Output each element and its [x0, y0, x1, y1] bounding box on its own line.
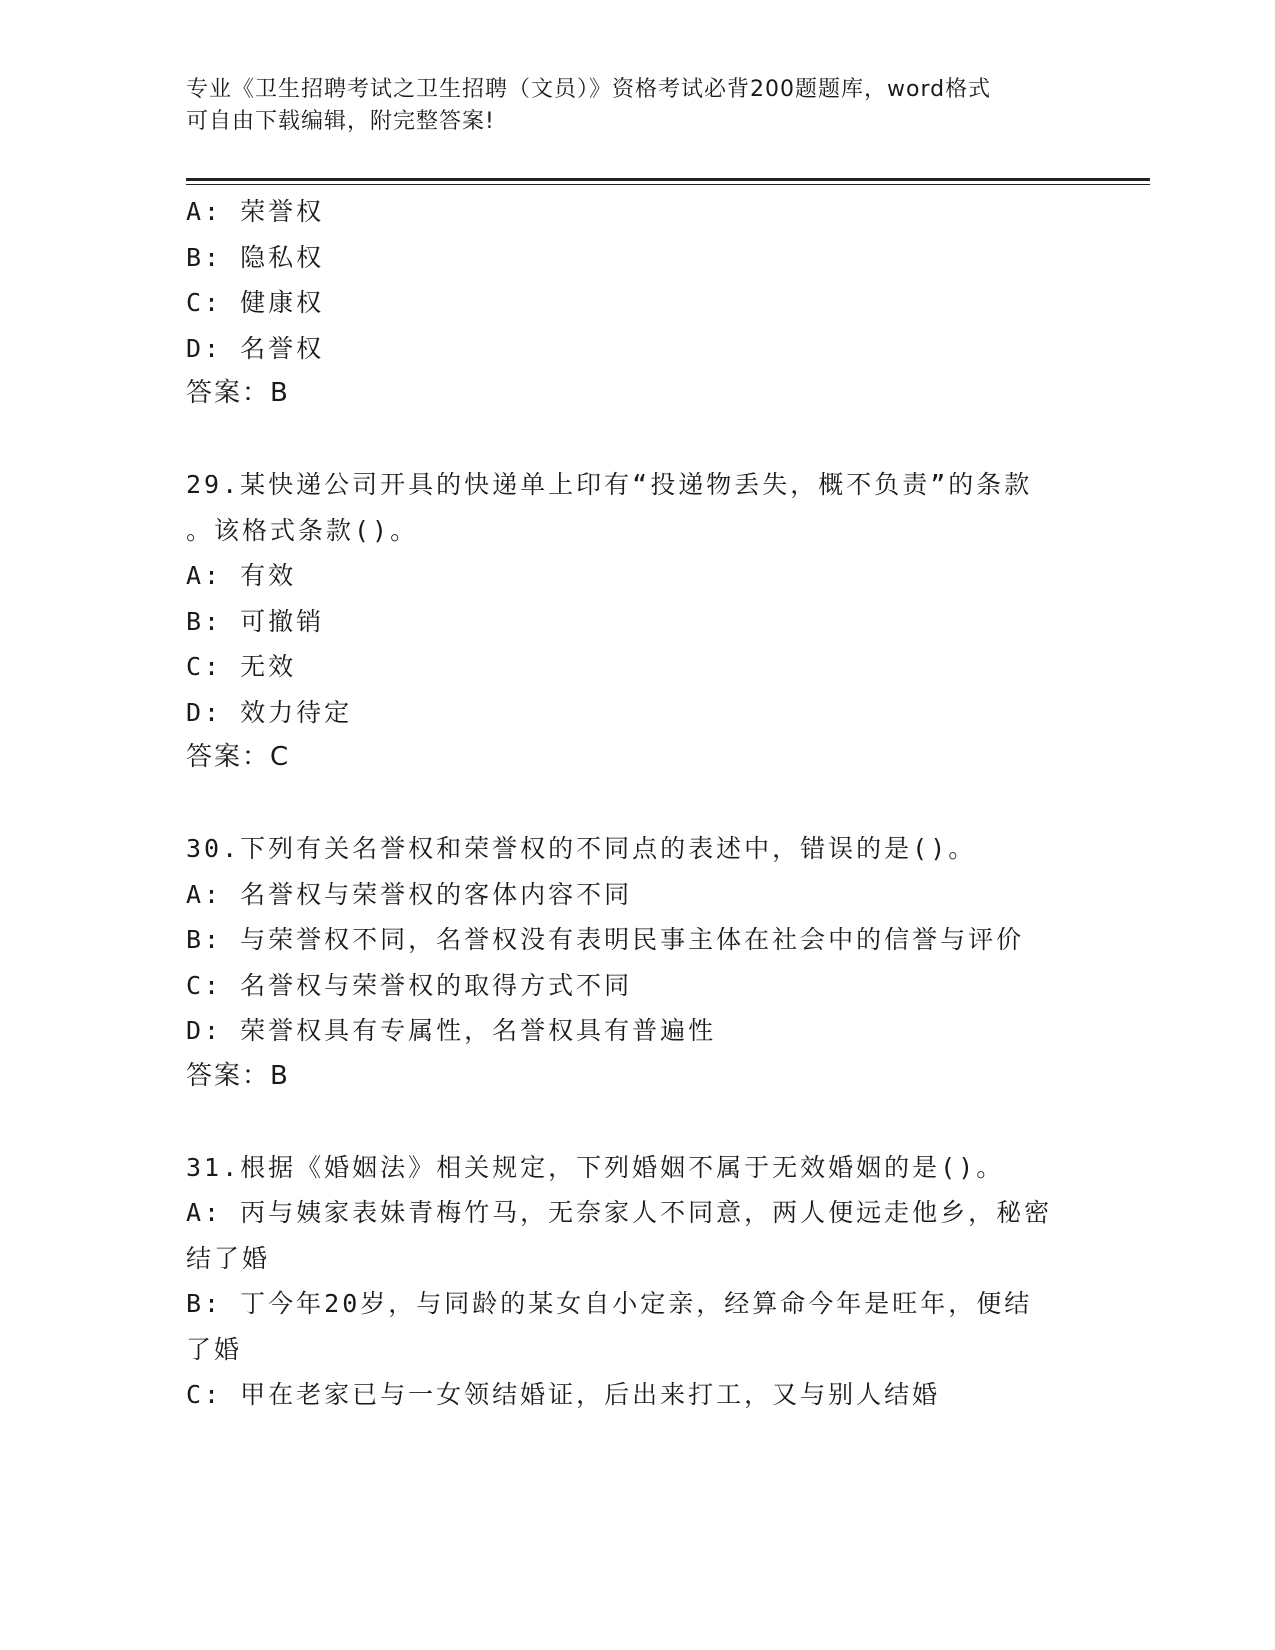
header-title-line-1: 专业《卫生招聘考试之卫生招聘（文员）》资格考试必背200题题库，word格式 — [186, 77, 992, 102]
option-b: B: 可撤销 — [186, 606, 325, 636]
option-b: B: 隐私权 — [186, 242, 325, 272]
option-c: C: 无效 — [186, 652, 297, 681]
question-stem: 29.某快递公司开具的快递单上印有“投递物丢失，概不负责”的条款 — [186, 470, 1033, 499]
question-28-options — [186, 189, 1086, 417]
option-a-continued: 结了婚 — [186, 1243, 271, 1273]
question-29 — [186, 462, 1086, 781]
header-title-line-2: 可自由下载编辑，附完整答案! — [186, 109, 495, 134]
spacer — [186, 1099, 1086, 1145]
option-d: D: 名誉权 — [186, 333, 325, 363]
question-stem-continued: 。该格式条款()。 — [186, 515, 419, 545]
document-header — [186, 74, 1066, 138]
option-d: D: 荣誉权具有专属性，名誉权具有普遍性 — [186, 1016, 717, 1045]
option-b: B: 丁今年20岁，与同龄的某女自小定亲，经算命今年是旺年，便结 — [186, 1289, 1033, 1318]
answer-line: 答案：B — [186, 1060, 290, 1091]
option-b: B: 与荣誉权不同，名誉权没有表明民事主体在社会中的信誉与评价 — [186, 925, 1025, 954]
spacer — [186, 417, 1086, 463]
option-a: A: 名誉权与荣誉权的客体内容不同 — [186, 879, 633, 909]
question-list — [186, 189, 1086, 1418]
question-stem: 30.下列有关名誉权和荣誉权的不同点的表述中，错误的是()。 — [186, 834, 977, 863]
option-d: D: 效力待定 — [186, 697, 353, 727]
option-a: A: 有效 — [186, 561, 297, 590]
header-divider-thick — [186, 178, 1150, 181]
option-c: C: 健康权 — [186, 288, 325, 317]
option-b-continued: 了婚 — [186, 1334, 243, 1364]
option-a: A: 荣誉权 — [186, 197, 325, 226]
question-31 — [186, 1145, 1086, 1418]
option-c: C: 名誉权与荣誉权的取得方式不同 — [186, 970, 633, 1000]
spacer — [186, 781, 1086, 827]
option-c: C: 甲在老家已与一女领结婚证，后出来打工，又与别人结婚 — [186, 1380, 941, 1409]
question-stem: 31.根据《婚姻法》相关规定，下列婚姻不属于无效婚姻的是()。 — [186, 1152, 1005, 1182]
header-divider-thin — [186, 184, 1150, 185]
question-30 — [186, 826, 1086, 1099]
option-a: A: 丙与姨家表妹青梅竹马，无奈家人不同意，两人便远走他乡，秘密 — [186, 1198, 1053, 1227]
answer-line: 答案：C — [186, 742, 291, 772]
answer-line: 答案：B — [186, 378, 290, 408]
